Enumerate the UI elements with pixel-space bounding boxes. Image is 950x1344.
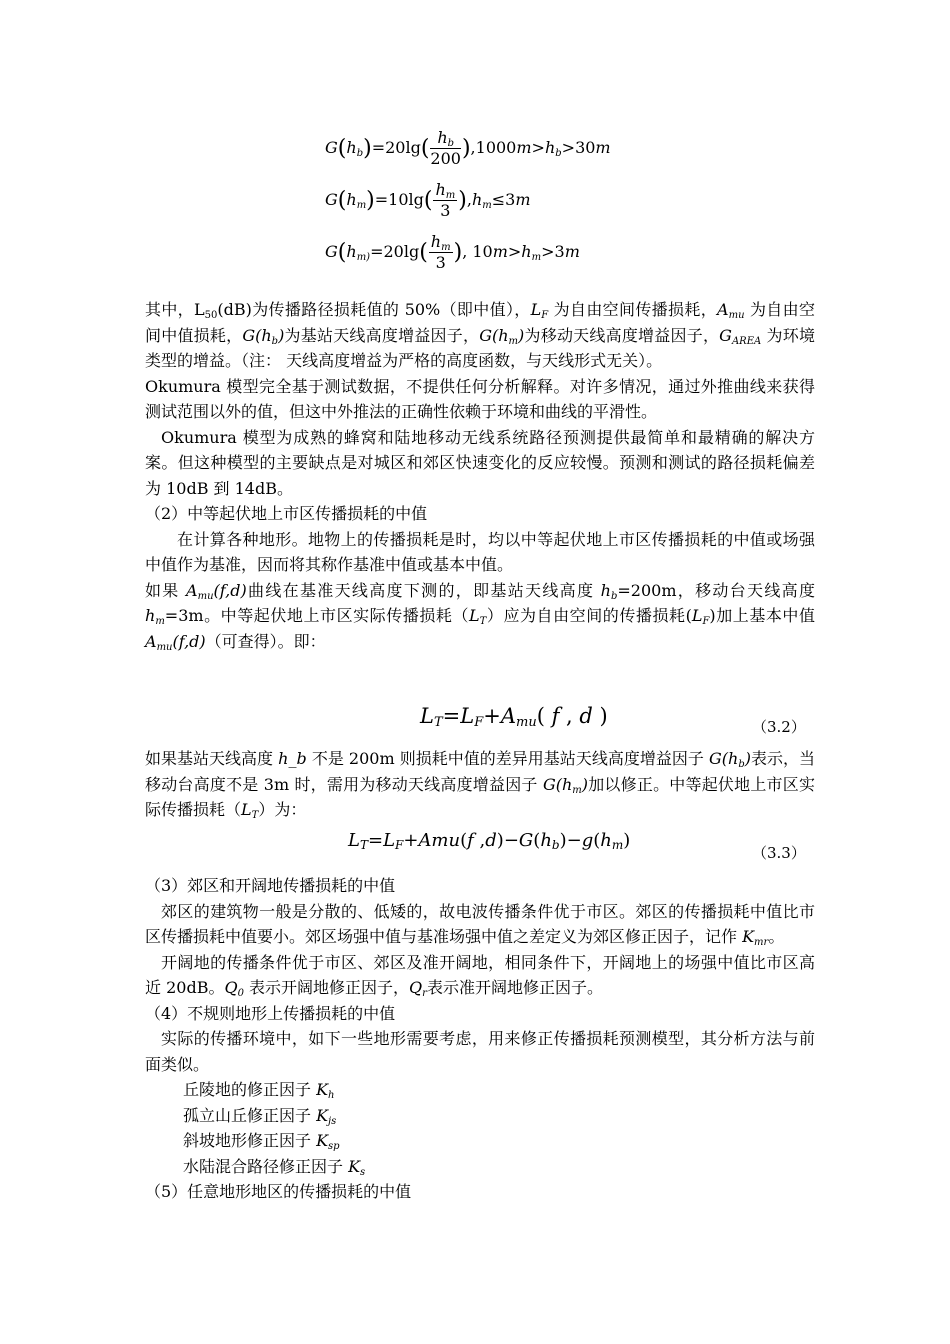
paragraph-suburban: 郊区的建筑物一般是分散的、低矮的，故电波传播条件优于市区。郊区的传播损耗中值比市区传播损耗中值要小。郊区场强中值与基准场强中值之差定义为郊区修正因子，记作 $K_{mr}$。 bbox=[145, 901, 815, 948]
formula-g-hb bbox=[325, 128, 611, 169]
paragraph-gain-factors: 如果基站天线高度 h_b 不是 200m 则损耗中值的差异用基站天线高度增益因子 $G(h_b)$表示，当移动台高度不是 3m 时，需用为移动天线高度增益因子 $G(h_m)$加以修正。中等起伏地上市区实际传播损耗$(L_T)$为： bbox=[145, 749, 816, 821]
text-block-2 bbox=[145, 746, 815, 823]
list-item-land-sea: 水陆混合路径修正因子 $K_s$ bbox=[183, 1156, 366, 1178]
formula-g-hm-high bbox=[325, 232, 580, 273]
heading-2: （2）中等起伏地上市区传播损耗的中值 bbox=[145, 504, 428, 523]
formula-3-rhs: ), $10m>h_m>3m$ bbox=[453, 240, 580, 265]
equation-3-2-number: （3.2） bbox=[752, 718, 806, 736]
formula-1-lhs: $G(h_b)=20\lg$( bbox=[325, 136, 430, 161]
formula-2-fraction: $\frac{h_m}{3}$ bbox=[435, 180, 456, 220]
list-item-hill: 丘陵地的修正因子 $K_h$ bbox=[183, 1080, 335, 1101]
paragraph-base-median: 在计算各种地形。地物上的传播损耗是时，均以中等起伏地上市区传播损耗的中值或场强中值作为基准，因而将其称作基准中值或基本中值。 bbox=[145, 529, 815, 574]
paragraph-definitions: 其中，$L_{50}(dB)$为传播路径损耗值的 50%（即中值），$L_F$ 为自由空间传播损耗，$A_{mu}$ 为自由空间中值损耗，$G(h_b)$为基站天线高度增益因子，$G(h_m)$为移动天线高度增益因子，$G_{AREA}$ 为环境类型的增益。（注： 天线高度增益为严格的高度函数，与天线形式无关）。 bbox=[145, 300, 815, 370]
list-item-isolated-hill: 孤立山丘修正因子 $K_{js}$ bbox=[183, 1105, 337, 1127]
heading-3: （3）郊区和开阔地传播损耗的中值 bbox=[145, 876, 396, 895]
formula-3-lhs: $G(h_{m)}=20\lg$( bbox=[325, 240, 428, 265]
paragraph-okumura-2: Okumura 模型为成熟的蜂窝和陆地移动无线系统路径预测提供最简单和最精确的解决方案。但这种模型的主要缺点是对城区和郊区快速变化的反应较慢。预测和测试的路径损耗偏差为 10dB 到 14dB。 bbox=[145, 427, 815, 498]
heading-4: （4）不规则地形上传播损耗的中值 bbox=[145, 1003, 396, 1023]
formula-1-rhs: )$,1000m>h_b>30m$ bbox=[461, 136, 611, 161]
paragraph-amu: 如果 $A_{mu}(f,d)$曲线在基准天线高度下测的，即基站天线高度 $h_b=200m$，移动台天线高度 $h_m=3m$。中等起伏地上市区实际传播损耗$(L_T)$应为自由空间的传播损耗$(L_F)$加上基本中值 $A_{mu}(f,d)$（可查得）。即： bbox=[145, 580, 815, 653]
equation-3-3: $L_T=L_F+Amu(f$ $,d)-G(h_b)-g(h_m)$ bbox=[348, 830, 631, 852]
equation-3-3-number: （3.3） bbox=[752, 844, 806, 862]
text-block-1 bbox=[145, 297, 815, 654]
heading-5: （5）任意地形地区的传播损耗的中值 bbox=[145, 1182, 412, 1201]
formula-g-hm-low bbox=[325, 180, 531, 221]
formula-3-fraction: $\frac{h_m}{3}$ bbox=[430, 232, 451, 272]
equation-3-2: $L_T=L_F+A_{mu}$( f , d ) bbox=[420, 704, 608, 730]
list-item-slope: 斜坡地形修正因子 $K_{sp}$ bbox=[183, 1131, 340, 1152]
paragraph-okumura-1: Okumura 模型完全基于测试数据，不提供任何分析解释。对许多情况，通过外推曲线来获得测试范围以外的值，但这中外推法的正确性依赖于环境和曲线的平滑性。 bbox=[145, 376, 815, 421]
formula-2-rhs: )$,h_m\le 3m$ bbox=[458, 188, 531, 213]
text-block-3 bbox=[145, 873, 815, 1205]
paragraph-open-area: 开阔地的传播条件优于市区、郊区及准开阔地，相同条件下，开阔地上的场强中值比市区高近 20dB。$Q_0$ 表示开阔地修正因子，$Q_r$表示准开阔地修正因子。 bbox=[145, 952, 815, 999]
paragraph-irregular: 实际的传播环境中，如下一些地形需要考虑，用来修正传播损耗预测模型，其分析方法与前面类似。 bbox=[145, 1029, 815, 1074]
formula-1-fraction: $\frac{h_b}{200}$ bbox=[430, 128, 461, 168]
formula-2-lhs: $G(h_m)=10\lg$( bbox=[325, 188, 433, 213]
